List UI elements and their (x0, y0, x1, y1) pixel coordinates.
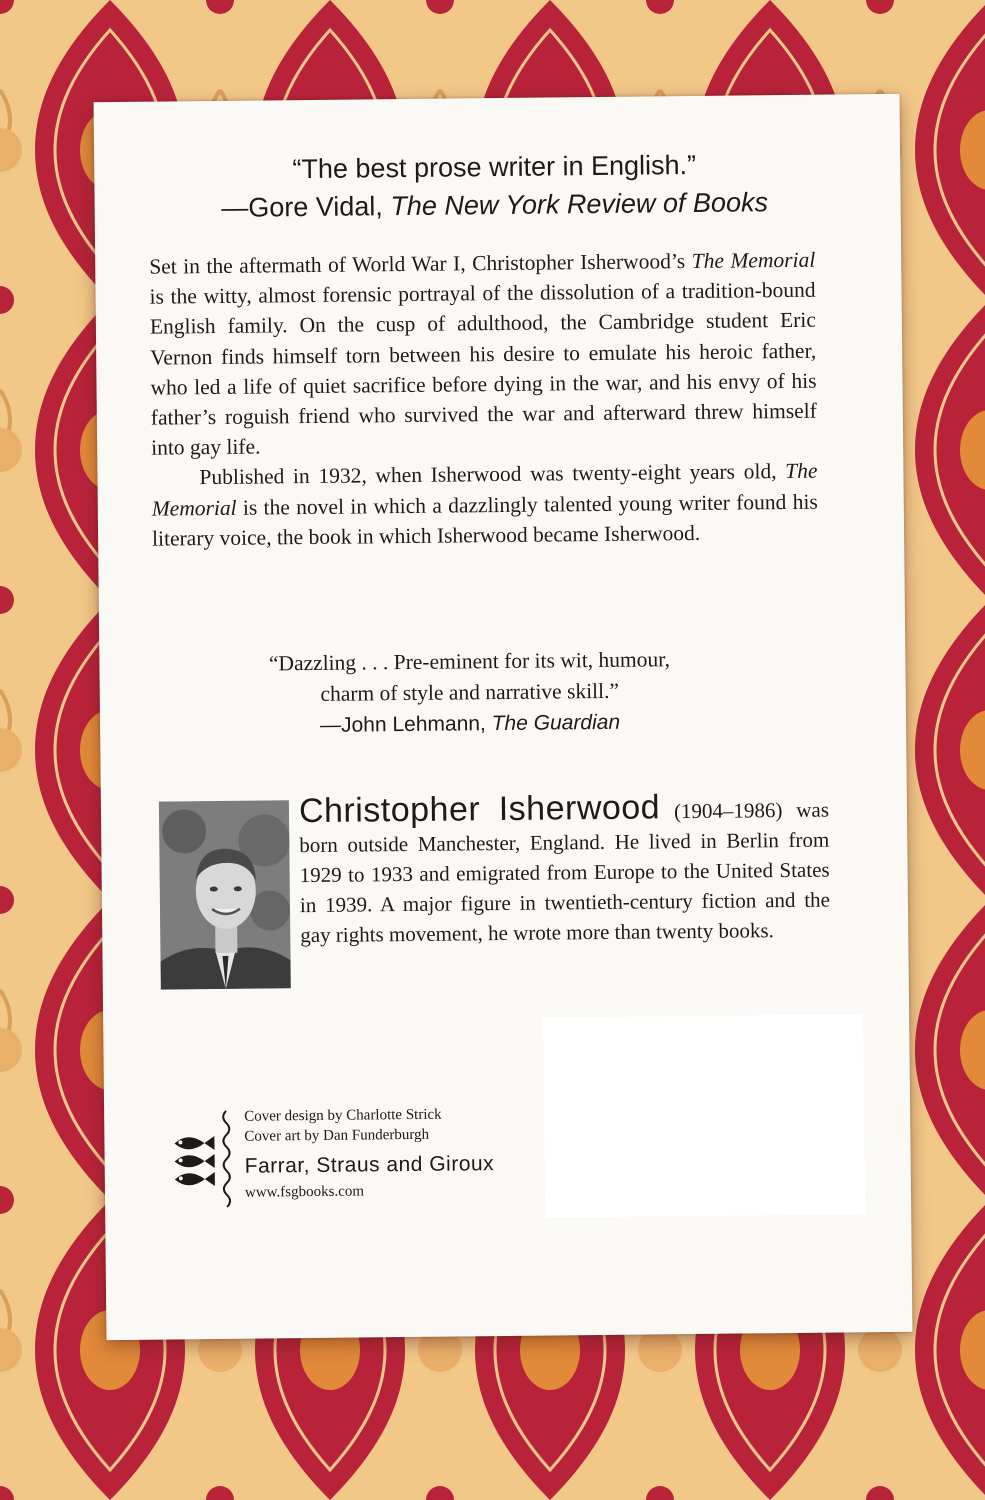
attribution-dash: — (221, 192, 249, 223)
publisher-website: www.fsgbooks.com (244, 1183, 365, 1201)
mid-quote-author: John Lehmann, (340, 712, 492, 737)
attribution-dash: — (319, 713, 342, 737)
book-title: The Memorial (691, 247, 816, 273)
top-quote-source: The New York Review of Books (390, 187, 769, 222)
description-paragraph-2 (151, 456, 818, 554)
book-title: The Memorial (151, 459, 818, 521)
mid-quote-source: The Guardian (491, 710, 621, 736)
mid-quote-attribution (210, 706, 730, 742)
p1-text-b: is the witty, almost forensic portrayal of the dissolution of a tradition-bound English family. On the cusp of adulthood, the Cambridge student Eric Vernon finds himself torn between his desire to emulate his heroic father, who led a life of quiet sacrifice before dying in the war, and his envy of his father’s roguish friend who survived the war and afterward threw himself into gay life. (149, 277, 817, 460)
top-quote-author: Gore Vidal, (248, 191, 391, 223)
back-cover-card (94, 94, 913, 1340)
top-quote-attribution (214, 183, 774, 227)
description-paragraph-1 (149, 245, 817, 463)
fsg-fish-logo-icon (164, 1109, 237, 1212)
book-description (149, 245, 818, 554)
author-bio-text: was born outside Manchester, England. He lived in Berlin from 1929 to 1933 and emigrated from Europe to the United States in 1939. A major figure in twentieth-century fiction and the gay rights movement, he wrote more than twenty books. (299, 797, 831, 948)
top-review-quote (214, 145, 775, 227)
p1-text-a: Set in the aftermath of World War I, Christopher Isherwood’s (149, 248, 692, 279)
barcode-area (543, 1014, 865, 1217)
mid-quote-line-1: “Dazzling . . . Pre-eminent for its wit, humour, (268, 647, 671, 676)
p2-text-a: Published in 1932, when Isherwood was twenty-eight years old, (199, 459, 786, 490)
credits-block (244, 1104, 545, 1203)
middle-review-quote (209, 644, 730, 742)
mid-quote-line-2: charm of style and narrative skill.” (320, 678, 620, 706)
author-name: Christopher Isherwood (298, 788, 661, 831)
cover-design-credit: Cover design by Charlotte Strick (244, 1106, 442, 1125)
cover-art-credit: Cover art by Dan Funderburgh (244, 1126, 430, 1145)
author-photo (159, 800, 291, 989)
publisher-name: Farrar, Straus and Giroux (244, 1152, 495, 1178)
p2-text-b: is the novel in which a dazzlingly talented young writer found his literary voice, the book in which Isherwood became Isherwood. (151, 489, 818, 551)
author-bio (298, 788, 831, 951)
top-quote-text: “The best prose writer in English.” (292, 149, 697, 185)
author-years: (1904–1986) (660, 798, 783, 824)
